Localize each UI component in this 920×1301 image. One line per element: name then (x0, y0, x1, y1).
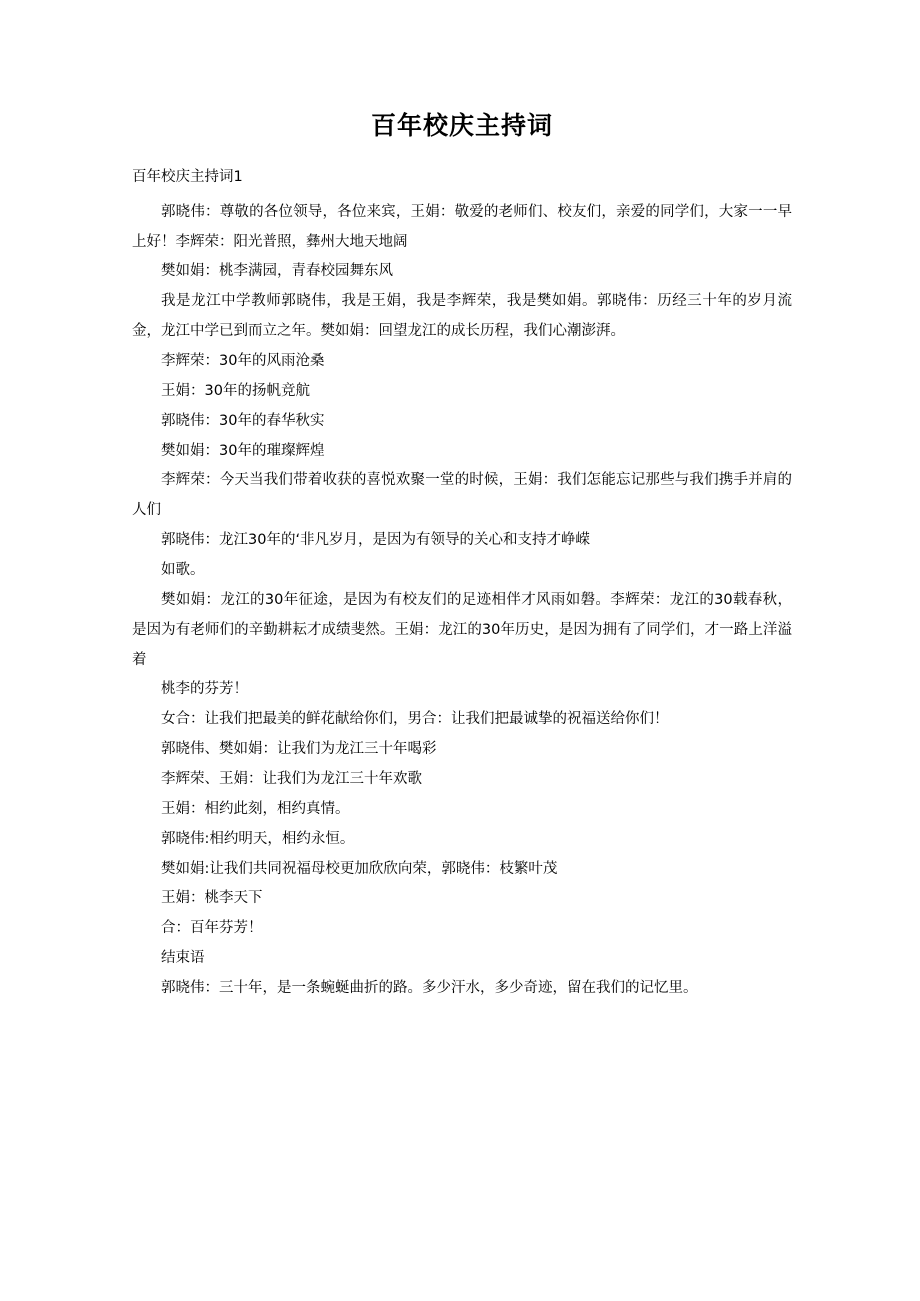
page-title: 百年校庆主持词 (370, 111, 553, 140)
paragraph: 郭晓伟:相约明天，相约永恒。 (161, 830, 355, 847)
paragraph: 王娟：相约此刻，相约真情。 (161, 800, 350, 817)
paragraph: 樊如娟:让我们共同祝福母校更加欣欣向荣，郭晓伟：枝繁叶茂 (161, 860, 558, 877)
paragraph: 李辉荣：今天当我们带着收获的喜悦欢聚一堂的时候，王娟：我们怎能忘记那些与我们携手并肩的人们 (132, 472, 792, 519)
paragraph: 郭晓伟：30年的春华秋实 (161, 412, 325, 429)
paragraph: 李辉荣、王娟：让我们为龙江三十年欢歌 (161, 770, 422, 787)
paragraph: 女合：让我们把最美的鲜花献给你们，男合：让我们把最诚挚的祝福送给你们！ (161, 711, 669, 728)
paragraph: 桃李的芬芳！ (161, 681, 248, 698)
paragraph: 郭晓伟：龙江30年的‘非凡岁月，是因为有领导的关心和支持才峥嵘 (161, 532, 591, 549)
paragraph: 郭晓伟：尊敬的各位领导，各位来宾，王娟：敬爱的老师们、校友们，亲爱的同学们，大家一一早上好！李辉荣：阳光普照，彝州大地天地阔 (132, 203, 792, 250)
paragraph: 郭晓伟：三十年，是一条蜿蜒曲折的路。多少汗水，多少奇迹，留在我们的记忆里。 (161, 979, 698, 996)
paragraph: 樊如娟：30年的璀璨辉煌 (161, 442, 325, 459)
section-subheading: 百年校庆主持词1 (132, 169, 243, 185)
paragraph: 如歌。 (161, 561, 205, 578)
paragraph: 郭晓伟、樊如娟：让我们为龙江三十年喝彩 (161, 741, 437, 758)
paragraph: 王娟：桃李天下 (161, 890, 263, 907)
paragraph: 樊如娟：龙江的30年征途，是因为有校友们的足迹相伴才风雨如磐。李辉荣：龙江的30载春秋，是因为有老师们的辛勤耕耘才成绩斐然。王娟：龙江的30年历史，是因为拥有了同学们，才一路上洋溢着 (132, 591, 792, 668)
paragraph: 王娟：30年的扬帆竞航 (161, 382, 310, 399)
paragraph: 樊如娟：桃李满园，青春校园舞东风 (161, 263, 393, 280)
paragraph: 李辉荣：30年的风雨沧桑 (161, 352, 325, 369)
paragraph: 结束语 (161, 950, 205, 967)
paragraph: 合：百年芬芳！ (161, 920, 263, 937)
paragraph: 我是龙江中学教师郭晓伟，我是王娟，我是李辉荣，我是樊如娟。郭晓伟：历经三十年的岁月流金，龙江中学已到而立之年。樊如娟：回望龙江的成长历程，我们心潮澎湃。 (132, 293, 792, 340)
